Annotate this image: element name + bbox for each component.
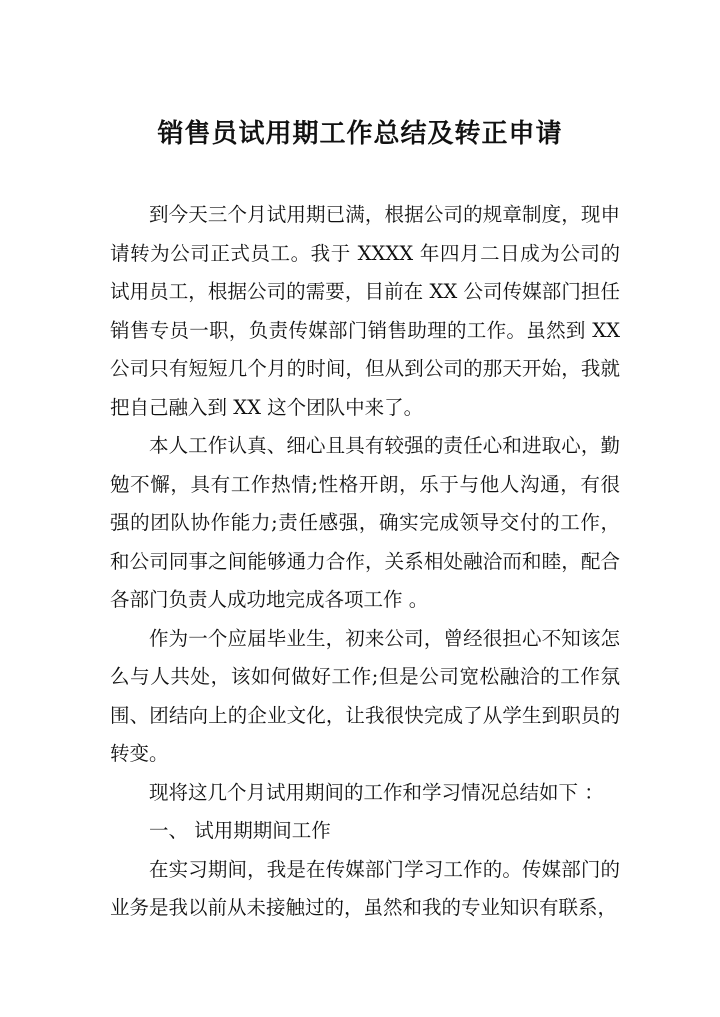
section-heading-probation-work: 一、 试用期期间工作	[149, 819, 331, 842]
paragraph-intro: 到今天三个月试用期已满，根据公司的规章制度，现申请转为公司正式员工。我于 XXXX 年四月二日成为公司的试用员工，根据公司的需要，目前在 XX 公司传媒部门担任销售专员一职，负责传媒部门销售助理的工作。虽然到 XX 公司只有短短几个月的时间，但从到公司的那天开始，我就把自己融入到 XX 这个团队中来了。	[110, 203, 620, 419]
paragraph-personality: 本人工作认真、细心且具有较强的责任心和进取心，勤勉不懈，具有工作热情;性格开朗，乐于与他人沟通，有很强的团队协作能力;责任感强，确实完成领导交付的工作，和公司同事之间能够通力合作，关系相处融洽而和睦，配合各部门负责人成功地完成各项工作 。	[110, 434, 620, 611]
document-body	[110, 196, 620, 928]
document-title: 销售员试用期工作总结及转正申请	[157, 119, 563, 149]
paragraph-summary-intro: 现将这几个月试用期间的工作和学习情况总结如下 ：	[149, 780, 604, 804]
paragraph-graduate: 作为一个应届毕业生，初来公司，曾经很担心不知该怎么与人共处，该如何做好工作;但是公司宽松融洽的工作氛围、团结向上的企业文化，让我很快完成了从学生到职员的转变。	[110, 626, 620, 765]
paragraph-internship: 在实习期间，我是在传媒部门学习工作的。传媒部门的业务是我以前从未接触过的，虽然和我的专业知识有联系，	[110, 857, 620, 919]
